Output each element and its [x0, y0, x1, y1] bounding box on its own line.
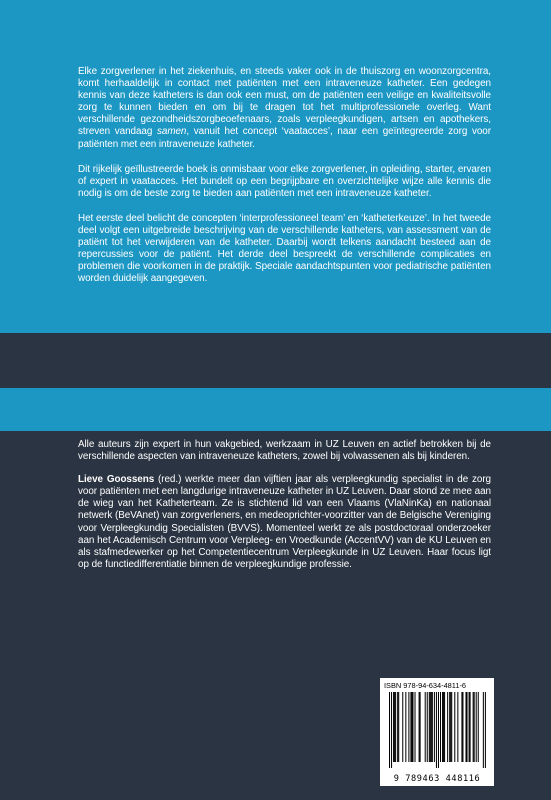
- barcode-bar: [395, 692, 396, 762]
- barcode-bar: [447, 692, 448, 762]
- barcode-bar: [466, 692, 467, 762]
- barcode-bar: [478, 692, 479, 762]
- text-segment: Het eerste deel belicht de concepten ‘interprofessioneel team’ en ‘katheterkeuze’. In het tweede deel volgt een uitgebreide beschrijving van de verschillende katheters, van assessment van de patiënt tot het verwijderen van de katheter. Daarbij wordt telkens aandacht besteed aan de repercussies voor de patiënt. Het derde deel bespreekt de verschillende complicaties en problemen die voorkomen in de praktijk. Speciale aandachtspunten voor pediatrische patiënten worden duidelijk aangegeven.: [78, 212, 491, 285]
- text-segment: Alle auteurs zijn expert in hun vakgebied, werkzaam in UZ Leuven en actief betrokken bij de verschillende aspecten van intraveneuze katheters, zowel bij volwassenen als bij kinderen.: [78, 439, 491, 463]
- barcode-bar: [429, 692, 430, 762]
- barcode-bar: [444, 692, 445, 762]
- isbn-barcode: [380, 678, 494, 786]
- text-segment: , vanuit het concept ‘vaatacces’, naar een geïntegreerde zorg voor patiënten met een intraveneuze katheter.: [78, 126, 491, 150]
- barcode-bar: [425, 692, 426, 762]
- barcode-bar: [408, 692, 409, 762]
- barcode-bar: [427, 692, 428, 762]
- barcode-bar: [410, 692, 411, 762]
- barcode-bar: [394, 692, 395, 762]
- barcode-bar: [411, 692, 412, 762]
- barcode-bar: [402, 692, 403, 762]
- barcode-bar: [393, 692, 394, 762]
- paragraph-authors: [78, 439, 491, 463]
- author-text: [78, 439, 491, 571]
- barcode-bar: [473, 692, 474, 762]
- barcode-bar: [450, 692, 451, 762]
- barcode-bar: [485, 692, 486, 768]
- barcode-bar: [412, 692, 413, 762]
- barcode-bar: [461, 692, 462, 762]
- barcode-bar: [419, 692, 420, 762]
- barcode-bar: [467, 692, 468, 762]
- barcode-bar: [398, 692, 399, 762]
- barcode-bar: [469, 692, 470, 762]
- barcode-bar: [431, 692, 432, 762]
- barcode-bar: [483, 692, 484, 768]
- author-name: Lieve Goossens: [78, 474, 155, 486]
- text-segment: (red.) werkte meer dan vijftien jaar als verpleegkundig specialist in de zorg voor patiënten met een langdurige intraveneuze katheter in UZ Leuven. Daar stond ze mee aan de wieg van het Katheterteam. Ze is stichtend lid van een Vlaams (VlaNinKa) en nationaal netwerk (BeVAnet) van zorgverleners, en medeoprichter-voorzitter van de Belgische Vereniging voor Verpleegkundig Specialisten (BVVS). Momenteel werkt ze als postdoctoraal onderzoeker aan het Academisch Centrum voor Verpleeg- en Vroedkunde (AccentVV) van de KU Leuven en als stafmedewerker op het Competentiecentrum Verpleegkunde in UZ Leuven. Haar focus ligt op de functiedifferentiatie binnen de verpleegkundige professie.: [78, 474, 492, 570]
- paragraph-structure: [78, 213, 491, 286]
- barcode-bar: [462, 692, 463, 762]
- text-segment: Dit rijkelijk geïllustreerde boek is onmisbaar voor elke zorgverlener, in opleiding, starter, ervaren of expert in vaatacces. Het bundelt op een begrijpbare en overzichtelijke wijze alle kennis die nodig is om de beste zorg te bieden aan patiënten met een intraveneuze katheter.: [78, 163, 491, 199]
- text-segment: Elke zorgverlener in het ziekenhuis, en steeds vaker ook in de thuiszorg en woonzorgcentra, komt herhaaldelijk in contact met patiënten met een intraveneuze katheter. Een gedegen kennis van deze katheters is dan ook een must, om de patiënten een veilige en kwaliteitsvolle zorg te kunnen bieden en om bij te dragen tot het multiprofessionele overleg. Want verschillende gezondheidszorgbeoefenaars, zoals verpleegkundigen, artsen en apothekers, streven vandaag: [78, 66, 491, 138]
- barcode-bar: [415, 692, 416, 762]
- barcode-bar: [436, 692, 437, 768]
- barcode-bar: [434, 692, 435, 762]
- paragraph-book: [78, 164, 491, 200]
- middle-blue-stripe: [0, 388, 551, 431]
- barcode-bar: [432, 692, 433, 762]
- barcode-bar: [430, 692, 431, 762]
- paragraph-intro: [78, 66, 491, 151]
- barcode-bar: [397, 692, 398, 762]
- barcode-bar: [438, 692, 439, 768]
- barcode-bar: [443, 692, 444, 762]
- emphasis-text: samen: [156, 126, 187, 138]
- barcode-bar: [405, 692, 406, 762]
- barcode-number: 9 789463 448116: [393, 774, 481, 784]
- barcode-bar: [476, 692, 477, 762]
- description-text: [78, 66, 491, 286]
- barcode-bar: [442, 692, 443, 762]
- barcode-bar: [474, 692, 475, 762]
- barcode-bar: [420, 692, 421, 762]
- top-blue-panel: [0, 0, 551, 333]
- barcode-bar: [391, 692, 392, 768]
- middle-dark-stripe: [0, 333, 551, 388]
- barcode-bar: [457, 692, 458, 762]
- barcode-bar: [454, 692, 455, 762]
- barcode-bar: [440, 692, 441, 762]
- barcode-bar: [470, 692, 471, 762]
- isbn-label: ISBN 978-94-634-4811-6: [384, 681, 467, 690]
- barcode-bar: [449, 692, 450, 762]
- barcode-bars: [383, 692, 491, 768]
- paragraph-editor: [78, 474, 491, 571]
- barcode-bar: [389, 692, 390, 768]
- barcode-bar: [451, 692, 452, 762]
